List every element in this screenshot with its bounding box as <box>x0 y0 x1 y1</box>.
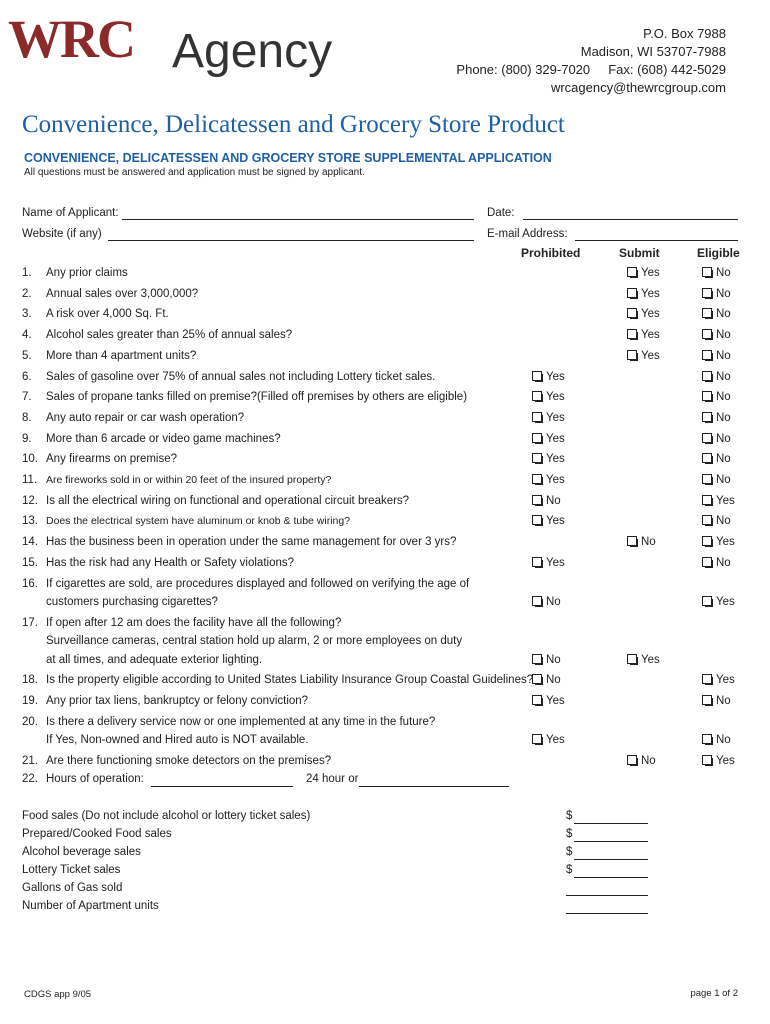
address-line-1: P.O. Box 7988 <box>643 26 726 41</box>
eligible-checkbox[interactable] <box>702 391 731 403</box>
checkbox-icon <box>702 433 712 443</box>
checkbox-label: Yes <box>641 287 660 300</box>
checkbox-icon <box>532 654 542 664</box>
sales-field[interactable] <box>566 895 648 896</box>
sales-label: Lottery Ticket sales <box>22 864 121 876</box>
submit-checkbox[interactable] <box>627 536 656 548</box>
sales-label: Gallons of Gas sold <box>22 882 123 894</box>
prohibited-checkbox[interactable] <box>532 453 565 465</box>
phone-fax: Phone: (800) 329-7020 Fax: (608) 442-5029 <box>456 62 726 77</box>
checkbox-icon <box>627 267 637 277</box>
submit-checkbox[interactable] <box>627 308 660 320</box>
page-title: Convenience, Delicatessen and Grocery Store Product <box>22 111 565 138</box>
checkbox-icon <box>702 515 712 525</box>
checkbox-label: Yes <box>641 349 660 362</box>
prohibited-checkbox[interactable] <box>532 557 565 569</box>
question-text: Is there a delivery service now or one implemented at any time in the future? <box>46 715 436 728</box>
checkbox-label: No <box>716 453 731 466</box>
checkbox-icon <box>702 596 712 606</box>
checkbox-icon <box>532 412 542 422</box>
question-text: customers purchasing cigarettes? <box>46 596 218 608</box>
checkbox-label: No <box>641 536 656 549</box>
checkbox-icon <box>532 371 542 381</box>
question-number: 16. <box>22 577 38 590</box>
eligible-checkbox[interactable] <box>702 433 731 445</box>
hours-alt-label: 24 hour or <box>306 773 359 785</box>
eligible-checkbox[interactable] <box>702 412 731 424</box>
column-submit: Submit <box>619 246 660 260</box>
question-number: 18. <box>22 674 38 687</box>
question-number: 21. <box>22 755 38 767</box>
checkbox-label: No <box>716 432 731 445</box>
hours-alt-field[interactable] <box>359 786 509 787</box>
question-number: 6. <box>22 370 32 383</box>
checkbox-icon <box>627 536 637 546</box>
question-number: 9. <box>22 432 32 445</box>
checkbox-label: Yes <box>641 308 660 321</box>
checkbox-label: Yes <box>716 674 735 687</box>
currency-symbol: $ <box>566 864 573 876</box>
eligible-checkbox[interactable] <box>702 267 731 279</box>
checkbox-label: Yes <box>546 453 565 466</box>
checkbox-label: Yes <box>546 734 565 747</box>
eligible-checkbox[interactable] <box>702 755 735 767</box>
hours-field[interactable] <box>151 786 293 787</box>
eligible-checkbox[interactable] <box>702 350 731 362</box>
checkbox-icon <box>627 329 637 339</box>
applicant-name-field[interactable] <box>122 219 474 220</box>
sales-label: Food sales (Do not include alcohol or lottery ticket sales) <box>22 810 311 822</box>
checkbox-icon <box>532 433 542 443</box>
question-text: A risk over 4,000 Sq. Ft. <box>46 308 169 321</box>
prohibited-checkbox[interactable] <box>532 412 565 424</box>
submit-checkbox[interactable] <box>627 267 660 279</box>
prohibited-checkbox[interactable] <box>532 654 561 666</box>
checkbox-icon <box>702 557 712 567</box>
question-number: 2. <box>22 287 32 300</box>
question-text: Is all the electrical wiring on functional and operational circuit breakers? <box>46 494 410 507</box>
question-number: 14. <box>22 536 38 549</box>
checkbox-icon <box>702 412 712 422</box>
eligible-checkbox[interactable] <box>702 371 731 383</box>
checkbox-icon <box>702 308 712 318</box>
eligible-checkbox[interactable] <box>702 308 731 320</box>
question-text: Sales of propane tanks filled on premise?(Filled off premises by others are eligible) <box>46 391 468 404</box>
checkbox-label: Yes <box>546 556 565 569</box>
sales-label: Prepared/Cooked Food sales <box>22 828 172 840</box>
checkbox-icon <box>702 371 712 381</box>
agency-logo: Agency <box>172 25 333 78</box>
submit-checkbox[interactable] <box>627 755 656 767</box>
eligible-checkbox[interactable] <box>702 288 731 300</box>
submit-checkbox[interactable] <box>627 329 660 341</box>
question-number: 15. <box>22 556 38 569</box>
checkbox-icon <box>702 734 712 744</box>
email-label: E-mail Address: <box>487 228 568 240</box>
checkbox-label: No <box>716 695 731 708</box>
checkbox-icon <box>702 674 712 684</box>
page-number: page 1 of 2 <box>690 988 738 999</box>
checkbox-icon <box>532 674 542 684</box>
question-text: If open after 12 am does the facility have all the following? <box>46 616 342 629</box>
question-number: 12. <box>22 494 38 507</box>
checkbox-icon <box>702 329 712 339</box>
checkbox-icon <box>532 734 542 744</box>
eligible-checkbox[interactable] <box>702 596 735 608</box>
website-field[interactable] <box>108 240 474 241</box>
submit-checkbox[interactable] <box>627 288 660 300</box>
checkbox-label: Yes <box>716 494 735 507</box>
question-text: Alcohol sales greater than 25% of annual sales? <box>46 329 293 342</box>
checkbox-icon <box>627 654 637 664</box>
question-text: Has the risk had any Health or Safety violations? <box>46 556 295 569</box>
email-field[interactable] <box>575 240 738 241</box>
form-code: CDGS app 9/05 <box>24 989 92 1000</box>
checkbox-label: Yes <box>641 329 660 342</box>
checkbox-icon <box>532 596 542 606</box>
question-text: If cigarettes are sold, are procedures displayed and followed on verifying the age of <box>46 577 470 590</box>
checkbox-label: No <box>716 474 731 486</box>
checkbox-icon <box>627 308 637 318</box>
checkbox-icon <box>532 474 542 484</box>
website-label: Website (if any) <box>22 228 102 240</box>
question-text: More than 4 apartment units? <box>46 349 197 362</box>
hours-label: Hours of operation: <box>46 773 144 785</box>
checkbox-label: No <box>716 370 731 383</box>
checkbox-label: No <box>716 287 731 300</box>
question-text: Any firearms on premise? <box>46 453 178 466</box>
prohibited-checkbox[interactable] <box>532 371 565 383</box>
checkbox-label: Yes <box>546 432 565 445</box>
submit-checkbox[interactable] <box>627 654 660 666</box>
question-text: Are fireworks sold in or within 20 feet of the insured property? <box>46 474 332 486</box>
eligible-checkbox[interactable] <box>702 695 731 707</box>
checkbox-icon <box>702 536 712 546</box>
prohibited-checkbox[interactable] <box>532 515 565 527</box>
eligible-checkbox[interactable] <box>702 329 731 341</box>
checkbox-icon <box>627 755 637 765</box>
prohibited-checkbox[interactable] <box>532 596 561 608</box>
agency-email: wrcagency@thewrcgroup.com <box>550 80 726 95</box>
question-text: Annual sales over 3,000,000? <box>46 287 199 300</box>
currency-symbol: $ <box>566 810 573 822</box>
eligible-checkbox[interactable] <box>702 495 735 507</box>
question-text: If Yes, Non-owned and Hired auto is NOT available. <box>46 734 309 747</box>
question-number: 5. <box>22 349 32 362</box>
address-line-2: Madison, WI 53707-7988 <box>580 44 726 59</box>
currency-symbol: $ <box>566 846 573 858</box>
checkbox-label: No <box>716 515 731 528</box>
checkbox-label: No <box>546 494 561 507</box>
currency-symbol: $ <box>566 828 573 840</box>
instructions-note: All questions must be answered and application must be signed by applicant. <box>24 167 365 178</box>
checkbox-label: Yes <box>546 370 565 383</box>
question-text: at all times, and adequate exterior lighting. <box>46 653 263 666</box>
sales-field[interactable] <box>574 823 648 824</box>
checkbox-icon <box>702 495 712 505</box>
checkbox-label: Yes <box>546 391 565 404</box>
question-number: 13. <box>22 515 38 528</box>
checkbox-label: No <box>641 755 656 767</box>
question-text: Sales of gasoline over 75% of annual sales not including Lottery ticket sales. <box>46 370 436 383</box>
question-number: 17. <box>22 616 38 629</box>
date-label: Date: <box>487 207 515 219</box>
checkbox-label: No <box>716 734 731 747</box>
prohibited-checkbox[interactable] <box>532 391 565 403</box>
checkbox-label: Yes <box>546 411 565 424</box>
prohibited-checkbox[interactable] <box>532 495 561 507</box>
question-text: Does the electrical system have aluminum or knob & tube wiring? <box>46 515 351 528</box>
submit-checkbox[interactable] <box>627 350 660 362</box>
checkbox-label: Yes <box>716 755 735 767</box>
checkbox-icon <box>532 495 542 505</box>
question-number: 3. <box>22 308 32 321</box>
column-eligible: Eligible <box>697 246 740 260</box>
checkbox-icon <box>702 267 712 277</box>
checkbox-icon <box>532 453 542 463</box>
checkbox-label: Yes <box>546 695 565 708</box>
column-prohibited: Prohibited <box>521 246 581 260</box>
question-text: More than 6 arcade or video game machines? <box>46 432 281 445</box>
checkbox-label: No <box>716 308 731 321</box>
eligible-checkbox[interactable] <box>702 515 731 527</box>
checkbox-label: Yes <box>641 653 660 666</box>
eligible-checkbox[interactable] <box>702 474 731 486</box>
eligible-checkbox[interactable] <box>702 734 731 746</box>
checkbox-icon <box>702 474 712 484</box>
applicant-label: Name of Applicant: <box>22 207 119 219</box>
application-subtitle: CONVENIENCE, DELICATESSEN AND GROCERY STORE SUPPLEMENTAL APPLICATION <box>24 151 552 165</box>
checkbox-label: No <box>546 596 561 608</box>
checkbox-label: No <box>716 391 731 404</box>
sales-label: Alcohol beverage sales <box>22 846 141 858</box>
checkbox-icon <box>702 695 712 705</box>
question-number: 1. <box>22 267 32 279</box>
checkbox-label: No <box>716 411 731 424</box>
question-number: 22. <box>22 773 38 785</box>
checkbox-icon <box>532 695 542 705</box>
question-text: Any auto repair or car wash operation? <box>46 411 245 424</box>
checkbox-icon <box>702 350 712 360</box>
prohibited-checkbox[interactable] <box>532 474 565 486</box>
checkbox-label: Yes <box>641 267 660 279</box>
checkbox-label: Yes <box>546 474 565 486</box>
prohibited-checkbox[interactable] <box>532 433 565 445</box>
prohibited-checkbox[interactable] <box>532 695 565 707</box>
checkbox-label: Yes <box>716 596 735 608</box>
checkbox-icon <box>702 453 712 463</box>
checkbox-label: No <box>716 329 731 342</box>
prohibited-checkbox[interactable] <box>532 734 565 746</box>
date-field[interactable] <box>523 219 738 220</box>
question-number: 11. <box>22 474 38 486</box>
checkbox-label: No <box>716 267 731 279</box>
question-number: 8. <box>22 411 32 424</box>
sales-field[interactable] <box>566 913 648 914</box>
question-number: 10. <box>22 453 38 466</box>
checkbox-icon <box>702 288 712 298</box>
question-text: Any prior tax liens, bankruptcy or felony conviction? <box>46 695 309 708</box>
sales-field[interactable] <box>574 841 648 842</box>
prohibited-checkbox[interactable] <box>532 674 561 686</box>
question-text: Any prior claims <box>46 267 128 279</box>
question-number: 19. <box>22 695 38 708</box>
checkbox-icon <box>702 755 712 765</box>
sales-label: Number of Apartment units <box>22 900 159 912</box>
checkbox-label: No <box>716 556 731 569</box>
question-number: 7. <box>22 391 32 404</box>
eligible-checkbox[interactable] <box>702 536 735 548</box>
question-number: 20. <box>22 715 38 728</box>
checkbox-icon <box>627 350 637 360</box>
checkbox-icon <box>702 391 712 401</box>
checkbox-label: No <box>546 653 561 666</box>
question-text: Are there functioning smoke detectors on the premises? <box>46 755 332 767</box>
checkbox-label: Yes <box>546 515 565 528</box>
checkbox-label: No <box>716 349 731 362</box>
checkbox-label: No <box>546 674 561 687</box>
question-text: Has the business been in operation under the same management for over 3 yrs? <box>46 536 457 549</box>
checkbox-label: Yes <box>716 536 735 549</box>
eligible-checkbox[interactable] <box>702 674 735 686</box>
wrc-logo: WRC <box>8 9 134 69</box>
checkbox-icon <box>627 288 637 298</box>
sales-field[interactable] <box>574 859 648 860</box>
checkbox-icon <box>532 515 542 525</box>
checkbox-icon <box>532 557 542 567</box>
sales-field[interactable] <box>574 877 648 878</box>
question-number: 4. <box>22 329 32 342</box>
eligible-checkbox[interactable] <box>702 453 731 465</box>
checkbox-icon <box>532 391 542 401</box>
question-text: Is the property eligible according to United States Liability Insurance Group Coastal Guidelines? <box>46 674 534 687</box>
question-text: Surveillance cameras, central station hold up alarm, 2 or more employees on duty <box>46 635 463 648</box>
eligible-checkbox[interactable] <box>702 557 731 569</box>
